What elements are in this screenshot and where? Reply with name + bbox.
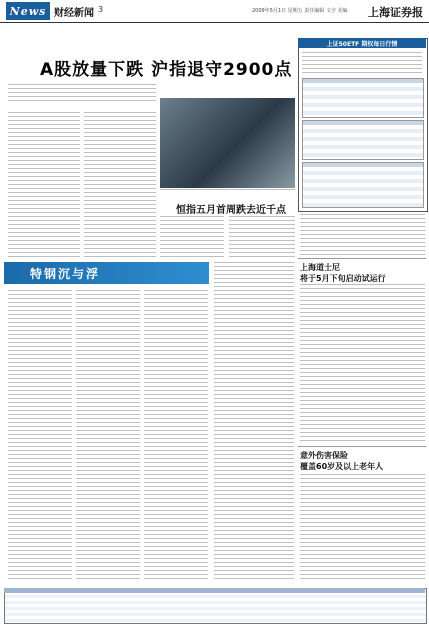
article-column-7 xyxy=(144,290,208,582)
shanghai-headline-line2: 将于5月下旬启动试运行 xyxy=(300,274,386,283)
banner-title[interactable]: 特钢沉与浮 xyxy=(30,267,101,281)
article-column-4 xyxy=(229,216,295,260)
article-column-1 xyxy=(8,112,80,260)
market-data-table xyxy=(4,588,427,624)
date-line: 2009年5月1日 星期五 责任编辑 文字 美编 xyxy=(252,8,348,14)
market-data-table-header xyxy=(4,588,425,593)
insurance-headline-line1: 意外伤害保险 xyxy=(300,451,348,460)
right-article-text-1 xyxy=(300,214,425,256)
etf-box-title[interactable]: 上证50ETF 期权每日行情 xyxy=(298,38,426,48)
section-name: 财经新闻 xyxy=(54,8,94,19)
paper-name: 上海证券报 xyxy=(368,6,423,19)
etf-table-2 xyxy=(302,120,424,160)
page-number: 3 xyxy=(98,5,104,14)
article-column-2 xyxy=(84,112,156,260)
main-headline[interactable]: A股放量下跌 沪指退守2900点 xyxy=(40,60,293,80)
section-logo: News xyxy=(6,2,50,20)
lead-paragraph xyxy=(8,84,156,104)
article-column-5 xyxy=(8,290,72,582)
article-column-3 xyxy=(160,216,224,260)
etf-box-text xyxy=(302,52,422,74)
divider xyxy=(298,258,426,259)
shanghai-headline-line1: 上海道士尼 xyxy=(300,263,340,272)
etf-table-1 xyxy=(302,78,424,118)
shanghai-headline[interactable] xyxy=(300,262,386,284)
divider xyxy=(298,446,426,447)
article-column-8 xyxy=(214,262,294,582)
middle-headline[interactable]: 恒指五月首周跌去近千点 xyxy=(176,205,286,216)
insurance-headline[interactable] xyxy=(300,450,383,472)
news-photo xyxy=(160,98,295,188)
photo-caption xyxy=(160,189,295,193)
right-article-text-3 xyxy=(300,474,425,582)
article-column-6 xyxy=(76,290,140,582)
insurance-headline-line2: 覆盖60岁及以上老年人 xyxy=(300,462,384,471)
right-article-text-2 xyxy=(300,284,425,444)
etf-table-3 xyxy=(302,162,424,208)
